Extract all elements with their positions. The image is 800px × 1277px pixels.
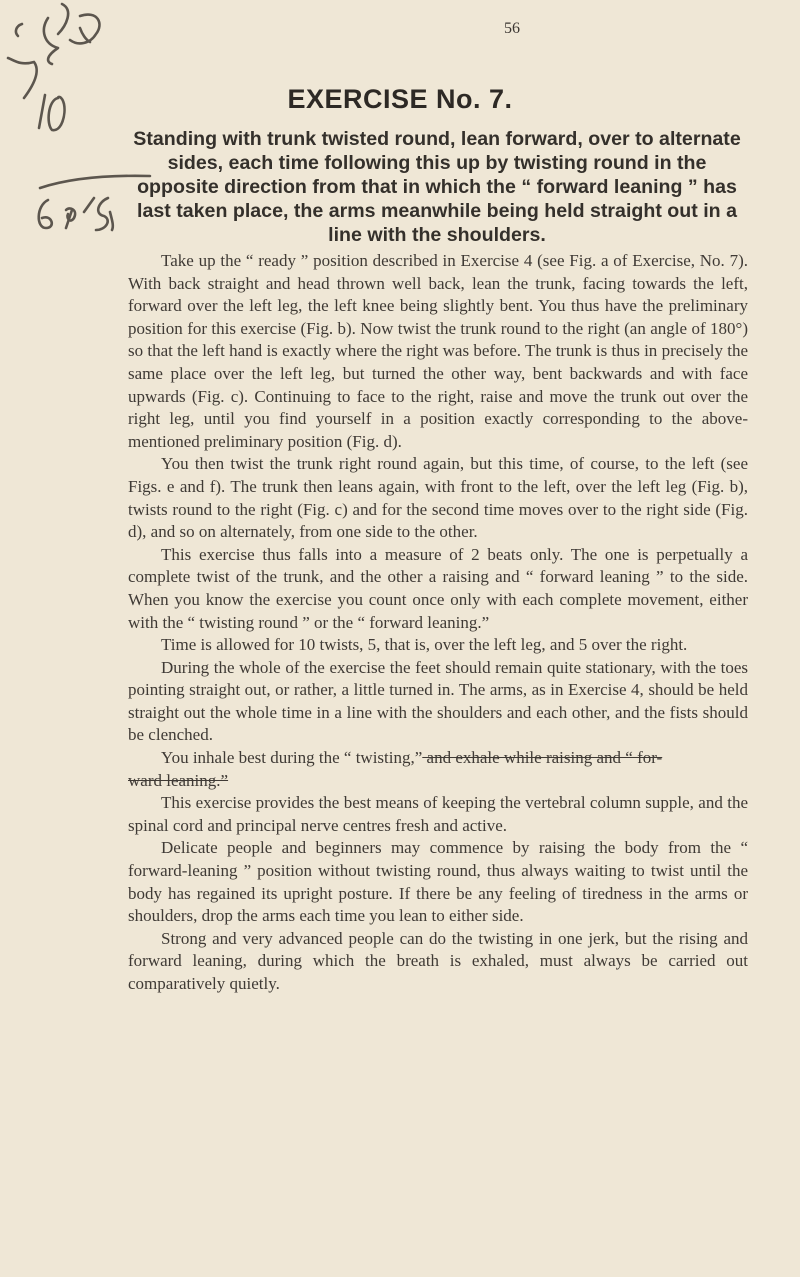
paragraph-feet-arms: During the whole of the exercise the feet should remain quite stationary, with the toes pointing straight out, or rather, a little turned in. The arms, as in Exercise 4, should be held straight out the whole time in a line with the shoulders and each other, and the fists should be clenched. xyxy=(128,657,748,745)
paragraph-beats: This exercise thus falls into a measure of 2 beats only. The one is perpetually a complete twist of the trunk, and the other a raising and “ forward leaning ” to the side. When you know the exercise you count once only with each complete movement, either with the “ twisting round ” or the “ forward leaning.” xyxy=(128,544,748,632)
breathing-exhale-struck-cont: ward leaning.” xyxy=(128,770,229,790)
paragraph-advanced: Strong and very advanced people can do the twisting in one jerk, but the rising and forward leaning, during which the breath is exhaled, must always be carried out comparatively quietly. xyxy=(128,928,748,993)
paragraph-twist-left: You then twist the trunk right round again, but this time, of course, to the left (see Figs. e and f). The trunk then leans again, with front to the left, over the left leg (Fig. b), twists round to the right (Fig. c) and for the second time moves over to the right side (Fig. d), and so on alternately, from one side to the other. xyxy=(128,454,748,542)
exercise-summary: Standing with trunk twisted round, lean forward, over to alternate sides, each time following this up by twisting round in the opposite direction from that in which the “ forward leaning ” has last taken place, the arms meanwhile being held straight out in a line with the shoulders. xyxy=(133,128,741,246)
paragraph-time: Time is allowed for 10 twists, 5, that is, over the left leg, and 5 over the right. xyxy=(161,635,688,655)
exercise-instructions xyxy=(128,250,748,996)
paragraph-beginners: Delicate people and beginners may commence by raising the body from the “ forward-leaning ” position without twisting round, thus always waiting to twist until the body has regained its upright posture. If there be any feeling of tiredness in the arms or shoulders, drop the arms each time you lean to either side. xyxy=(128,838,748,926)
breathing-exhale-struck: and exhale while raising and “ for- xyxy=(422,748,663,768)
page-number: 56 xyxy=(504,20,520,37)
paragraph-breathing xyxy=(128,747,748,792)
paragraph-benefits: This exercise provides the best means of keeping the vertebral column supple, and the spinal cord and principal nerve centres fresh and active. xyxy=(128,793,748,835)
exercise-title: EXERCISE No. 7. xyxy=(287,84,513,114)
breathing-inhale: You inhale best during the “ twisting,” xyxy=(161,748,423,768)
paragraph-ready-position: Take up the “ ready ” position described in Exercise 4 (see Fig. a of Exercise, No. 7). With back straight and head thrown well back, lean the trunk, facing towards the left, forward over the left leg, the left knee being slightly bent. You thus have the preliminary position for this exercise (Fig. b). Now twist the trunk round to the right (an angle of 180°) so that the left hand is exactly where the right was before. The trunk is thus in precisely the same place over the left leg, but turned the other way, bent backwards and with face upwards (Fig. c). Continuing to face to the right, raise and move the trunk out over the right leg, until you find yourself in a position exactly corresponding to the above-mentioned preliminary position (Fig. d). xyxy=(128,251,748,451)
